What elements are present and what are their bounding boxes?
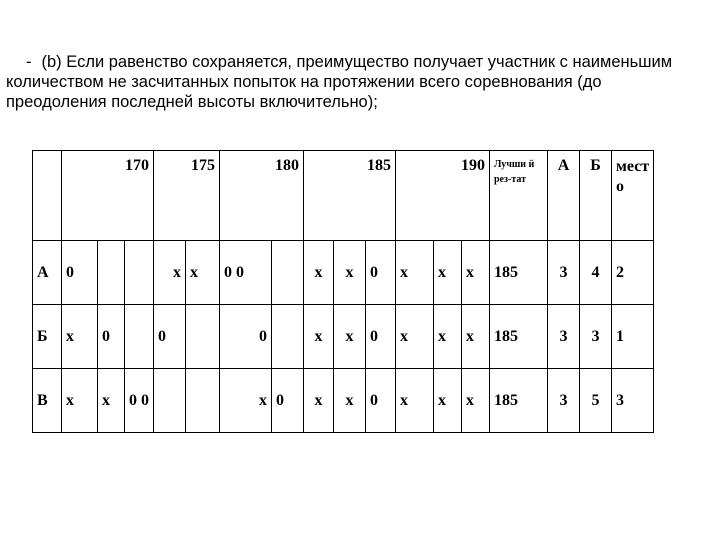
attempt-cell: 0 0 <box>220 241 272 305</box>
attempt-cell: x <box>154 241 186 305</box>
result-cell: 185 <box>490 305 548 369</box>
attempt-cell: 0 <box>366 241 396 305</box>
attempt-cell: 0 <box>62 241 98 305</box>
header-height-4: 185 <box>304 151 396 241</box>
attempt-cell <box>186 369 220 433</box>
attempt-cell: x <box>186 241 220 305</box>
attempt-cell: 0 <box>98 305 125 369</box>
attempt-cell: x <box>334 241 366 305</box>
result-cell: 185 <box>490 369 548 433</box>
header-best-result: Лучши й рез-тат <box>490 151 548 241</box>
attempt-cell: x <box>62 369 98 433</box>
header-height-3: 180 <box>220 151 304 241</box>
header-height-1: 170 <box>62 151 154 241</box>
attempt-cell: 0 <box>154 305 186 369</box>
header-corner-cell <box>33 151 62 241</box>
results-table <box>32 150 654 433</box>
attempt-cell <box>125 305 154 369</box>
table-row <box>33 305 654 369</box>
attempt-cell: x <box>462 369 490 433</box>
attempt-cell: x <box>396 305 434 369</box>
place-cell: 1 <box>612 305 654 369</box>
header-place: мест о <box>612 151 654 241</box>
attempt-cell: 0 <box>272 369 304 433</box>
b-cell: 5 <box>580 369 612 433</box>
b-cell: 3 <box>580 305 612 369</box>
attempt-cell <box>272 305 304 369</box>
attempt-cell: x <box>304 241 334 305</box>
table-row <box>33 241 654 305</box>
rule-paragraph <box>6 52 706 112</box>
attempt-cell: x <box>304 369 334 433</box>
row-name: Б <box>33 305 62 369</box>
attempt-cell: x <box>396 369 434 433</box>
attempt-cell <box>186 305 220 369</box>
attempt-cell: x <box>396 241 434 305</box>
header-height-2: 175 <box>154 151 220 241</box>
attempt-cell: x <box>462 241 490 305</box>
attempt-cell: 0 <box>366 369 396 433</box>
attempt-cell: x <box>334 369 366 433</box>
table-header-row <box>33 151 654 241</box>
attempt-cell: x <box>304 305 334 369</box>
header-height-5: 190 <box>396 151 490 241</box>
header-col-a: А <box>548 151 580 241</box>
attempt-cell: 0 <box>366 305 396 369</box>
header-col-b: Б <box>580 151 612 241</box>
a-cell: 3 <box>548 241 580 305</box>
attempt-cell: 0 <box>220 305 272 369</box>
attempt-cell: 0 0 <box>125 369 154 433</box>
attempt-cell <box>272 241 304 305</box>
result-cell: 185 <box>490 241 548 305</box>
attempt-cell <box>125 241 154 305</box>
b-cell: 4 <box>580 241 612 305</box>
row-name: А <box>33 241 62 305</box>
list-dash: - <box>26 53 32 71</box>
attempt-cell: x <box>62 305 98 369</box>
table-row <box>33 369 654 433</box>
place-cell: 2 <box>612 241 654 305</box>
place-cell: 3 <box>612 369 654 433</box>
a-cell: 3 <box>548 305 580 369</box>
attempt-cell <box>154 369 186 433</box>
rule-text: (b) Если равенство сохраняется, преимущество получает участник с наименьшим количеством не засчитанных попыток на протяжении всего соревнования (до преодоления последней высоты включительно); <box>6 53 673 111</box>
attempt-cell: x <box>220 369 272 433</box>
a-cell: 3 <box>548 369 580 433</box>
attempt-cell: x <box>434 369 462 433</box>
attempt-cell: x <box>334 305 366 369</box>
attempt-cell: x <box>434 241 462 305</box>
attempt-cell: x <box>434 305 462 369</box>
attempt-cell: x <box>462 305 490 369</box>
row-name: В <box>33 369 62 433</box>
attempt-cell: x <box>98 369 125 433</box>
attempt-cell <box>98 241 125 305</box>
